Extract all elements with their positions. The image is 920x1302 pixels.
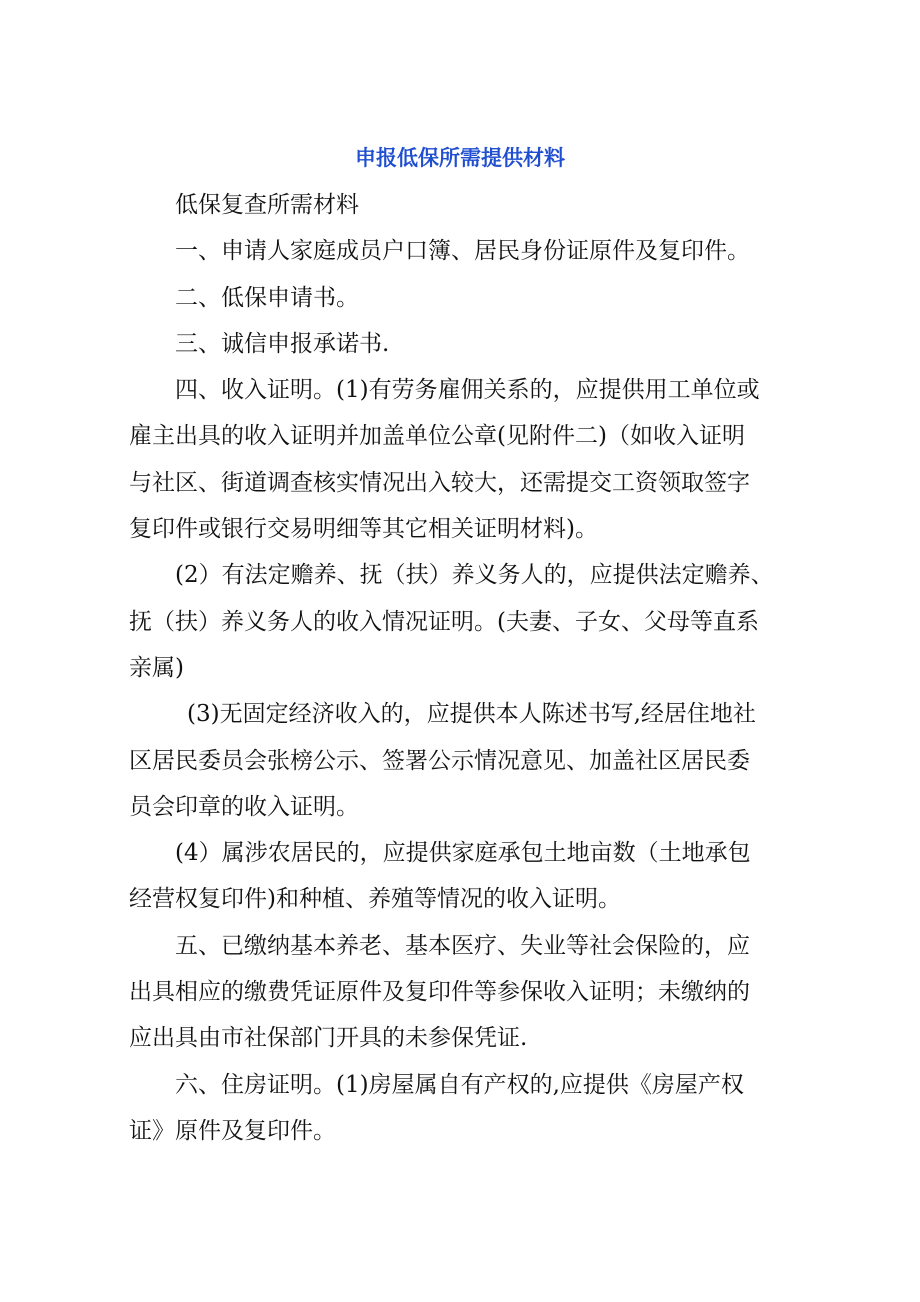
paragraph-item-3 [129, 321, 809, 367]
paragraph-recheck-heading [129, 182, 809, 228]
text-line: 复印件或银行交易明细等其它相关证明材料)。 [129, 516, 598, 543]
text-line: 经营权复印件)和种植、养殖等情况的收入证明。 [129, 886, 621, 913]
text-line: 四、收入证明。(1)有劳务雇佣关系的，应提供用工单位或 [175, 377, 760, 404]
text-line: 低保复查所需材料 [175, 192, 359, 218]
text-line: 二、低保申请书。 [175, 284, 359, 311]
text-line: 证》原件及复印件。 [129, 1117, 336, 1144]
paragraph-item-4-2 [129, 552, 809, 691]
paragraph-item-1 [129, 228, 809, 274]
paragraph-item-4-4 [129, 830, 809, 923]
paragraph-item-6 [129, 1062, 809, 1155]
text-line: 六、住房证明。(1)房屋属自有产权的,应提供《房屋产权 [175, 1071, 744, 1098]
text-line: 三、诚信申报承诺书. [175, 330, 390, 357]
text-line: 应出具由市社保部门开具的未参保凭证. [129, 1025, 528, 1052]
text-line: (4）属涉农居民的，应提供家庭承包土地亩数（土地承包 [175, 840, 751, 867]
paragraph-item-5 [129, 923, 809, 1062]
text-line: 亲属) [129, 654, 184, 681]
paragraph-item-2 [129, 275, 809, 321]
text-line: 一、申请人家庭成员户口簿、居民身份证原件及复印件。 [175, 238, 750, 265]
text-line: 抚（扶）养义务人的收入情况证明。(夫妻、子女、父母等直系 [129, 608, 759, 635]
text-line: 员会印章的收入证明。 [129, 793, 359, 820]
paragraph-item-4 [129, 367, 809, 552]
paragraph-item-4-3 [129, 691, 809, 830]
document-title: 申报低保所需提供材料 [355, 146, 565, 170]
text-line: 区居民委员会张榜公示、签署公示情况意见、加盖社区居民委 [129, 747, 750, 774]
text-line: 与社区、街道调查核实情况出入较大，还需提交工资领取签字 [129, 469, 750, 496]
text-line: 五、已缴纳基本养老、基本医疗、失业等社会保险的，应 [175, 932, 750, 959]
text-line: 出具相应的缴费凭证原件及复印件等参保收入证明；未缴纳的 [129, 979, 750, 1006]
text-line: 雇主出具的收入证明并加盖单位公章(见附件二)（如收入证明 [129, 423, 745, 450]
document-body [129, 182, 809, 1154]
text-line: (2）有法定赡养、抚（扶）养义务人的，应提供法定赡养、 [175, 562, 774, 589]
text-line: (3)无固定经济收入的，应提供本人陈述书写,经居住地社 [187, 701, 756, 728]
